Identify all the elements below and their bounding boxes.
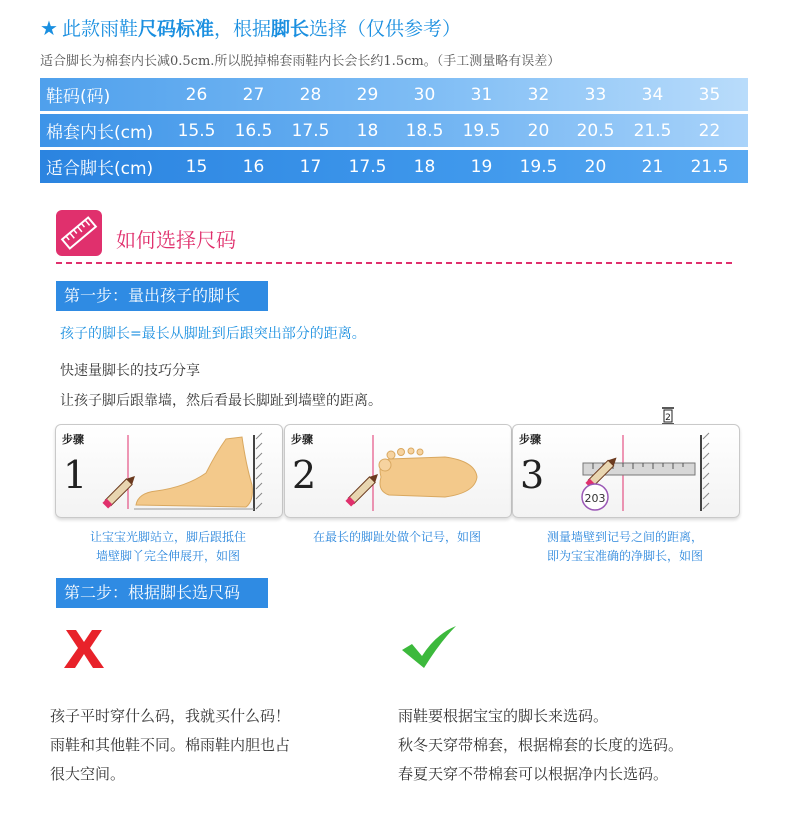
how-to-title: 如何选择尺码	[116, 228, 236, 252]
table-cell: 18.5	[405, 120, 444, 141]
table-cell: 20.5	[576, 120, 615, 141]
step-panel-1	[55, 424, 283, 518]
title-part2: ，根据	[213, 18, 271, 40]
panel-caption-3	[512, 528, 738, 566]
table-cell: 32	[527, 84, 550, 105]
table-cell: 28	[299, 84, 322, 105]
star-icon: ★	[40, 16, 58, 40]
table-cell: 21.5	[633, 120, 672, 141]
panel-number: 2	[292, 453, 317, 497]
table-cell: 18	[356, 120, 379, 141]
table-cell: 16.5	[234, 120, 273, 141]
table-cell: 30	[413, 84, 436, 105]
step-panel-3	[512, 424, 740, 518]
panel-label: 步骤	[519, 433, 541, 446]
header-subtitle: 适合脚长为棉套内长减0.5cm.所以脱掉棉套雨鞋内长会长约1.5cm。（手工测量略有误差）	[40, 54, 561, 69]
foot-standing-illustration	[56, 425, 282, 517]
table-cell: 20	[584, 156, 607, 177]
title-part1: 此款雨鞋	[61, 18, 138, 40]
panel-caption-1	[55, 528, 281, 566]
table-cell: 15.5	[177, 120, 216, 141]
table-cell: 21.5	[690, 156, 729, 177]
right-explanation	[398, 702, 683, 789]
table-cell: 19.5	[519, 156, 558, 177]
marker-digit: 2	[665, 413, 671, 423]
measure-illustration	[513, 425, 739, 517]
tips-title: 快速量脚长的技巧分享	[60, 363, 200, 379]
divider	[56, 262, 732, 264]
step-panel-2	[284, 424, 512, 518]
panel-caption-2	[284, 528, 510, 547]
text-line: 雨鞋要根据宝宝的脚长来选码。	[398, 707, 609, 725]
table-cell: 16	[242, 156, 265, 177]
text-line: 雨鞋和其他鞋不同。棉雨鞋内胆也占	[50, 736, 291, 754]
check-icon	[400, 624, 458, 674]
panel-label: 步骤	[291, 433, 313, 446]
table-cell: 19	[470, 156, 493, 177]
foot-sole-illustration	[285, 425, 511, 517]
text-line: 孩子平时穿什么码，我就买什么码！	[50, 707, 291, 725]
size-table	[40, 78, 748, 186]
row-label: 适合脚长(cm)	[46, 159, 154, 179]
title-bold1: 尺码标准	[137, 18, 214, 40]
title-part3: 选择（仅供参考）	[309, 18, 462, 40]
wrong-explanation	[50, 702, 290, 789]
caption-line: 测量墙壁到记号之间的距离，	[546, 530, 703, 544]
size-row-liner-length	[40, 114, 748, 147]
table-cell: 27	[242, 84, 265, 105]
step1-description: 孩子的脚长=最长从脚趾到后跟突出部分的距离。	[60, 326, 366, 342]
panel-number: 3	[520, 453, 545, 497]
caption-line: 在最长的脚趾处做个记号，如图	[312, 530, 481, 544]
table-cell: 17.5	[348, 156, 387, 177]
table-cell: 17.5	[291, 120, 330, 141]
x-icon	[62, 626, 106, 676]
table-cell: 22	[698, 120, 721, 141]
tips-description: 让孩子脚后跟靠墙，然后看最长脚趾到墙壁的距离。	[60, 393, 382, 409]
panel-label: 步骤	[62, 433, 84, 446]
caption-line: 墙壁脚丫完全伸展开，如图	[95, 549, 240, 563]
size-row-shoe-size	[40, 78, 748, 111]
table-cell: 15	[185, 156, 208, 177]
step1-tag: 第一步：量出孩子的脚长	[56, 281, 268, 311]
panel-number: 1	[63, 453, 88, 497]
row-label: 鞋码(码)	[46, 87, 111, 107]
step2-tag: 第二步：根据脚长选尺码	[56, 578, 268, 608]
header-title	[40, 14, 461, 41]
table-cell: 29	[356, 84, 379, 105]
table-cell: 17	[299, 156, 322, 177]
table-cell: 21	[641, 156, 664, 177]
caption-line: 即为宝宝准确的净脚长，如图	[546, 549, 703, 563]
text-line: 春夏天穿不带棉套可以根据净内长选码。	[398, 765, 669, 783]
text-line: 秋冬天穿带棉套，根据棉套的长度的选码。	[398, 736, 684, 754]
title-bold2: 脚长	[270, 18, 309, 40]
table-cell: 34	[641, 84, 664, 105]
text-line: 很大空间。	[50, 765, 126, 783]
row-label: 棉套内长(cm)	[46, 123, 154, 143]
caption-line: 让宝宝光脚站立，脚后跟抵住	[89, 530, 246, 544]
measure-badge: 203	[584, 492, 606, 505]
table-cell: 19.5	[462, 120, 501, 141]
table-cell: 35	[698, 84, 721, 105]
table-cell: 26	[185, 84, 208, 105]
table-cell: 18	[413, 156, 436, 177]
size-row-foot-length	[40, 150, 748, 183]
table-cell: 31	[470, 84, 493, 105]
table-cell: 33	[584, 84, 607, 105]
ruler-icon	[56, 210, 102, 256]
table-cell: 20	[527, 120, 550, 141]
